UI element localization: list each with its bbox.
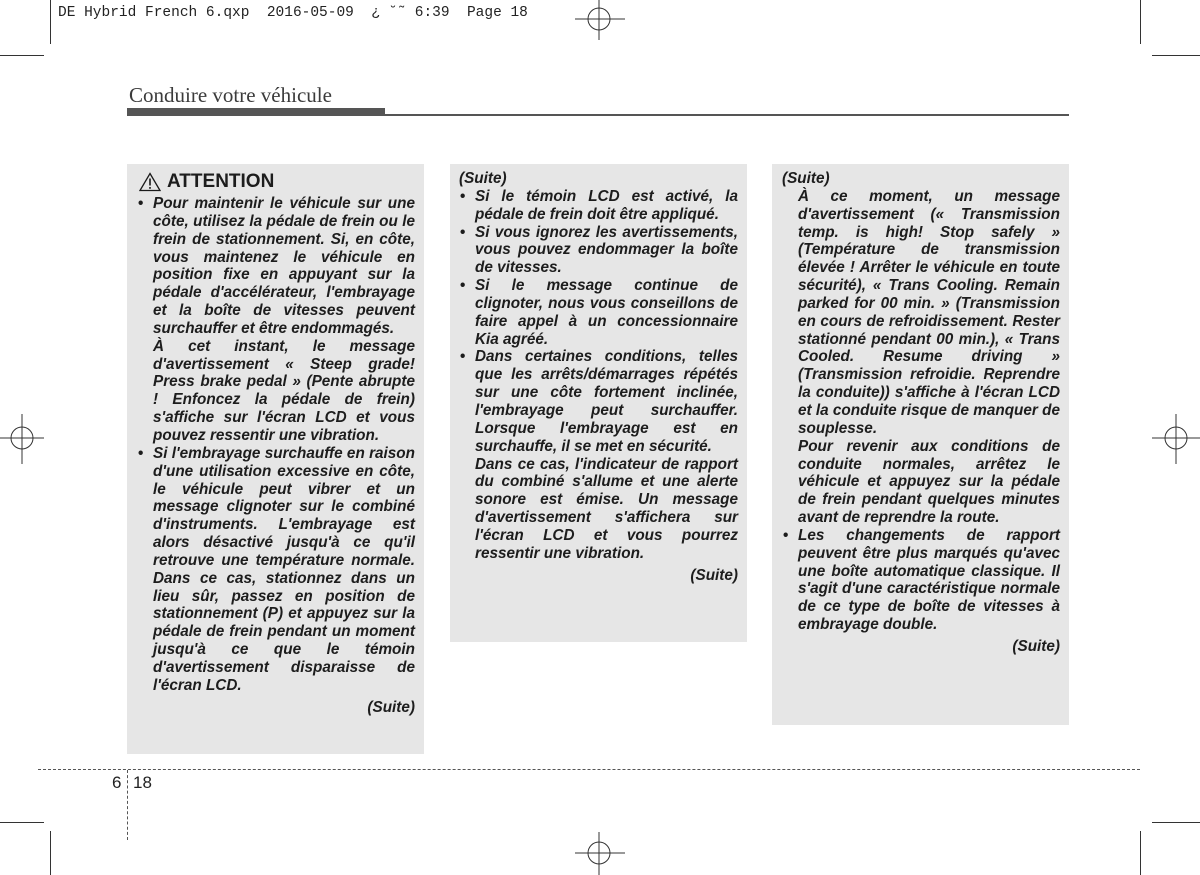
continued-panel-3 (772, 164, 1069, 725)
attention-panel (127, 164, 424, 754)
title-rule (385, 114, 1069, 116)
list-item (137, 195, 415, 445)
paragraph: • Les changements de rapport peuvent être plus marqués qu'avec une boîte automatique classique. Il s'agit d'une caractéristique normale de ce type de boîte de vitesses à embrayage double. (798, 526, 1060, 634)
page-number: 18 (133, 773, 152, 792)
crop-mark (0, 822, 44, 823)
paragraph: • Pour maintenir le véhicule sur une côte, utilisez la pédale de frein ou le frein de stationnement. Si, en côte, vous maintenez le véhicule en position fixe en appuyant sur la pédale d'accélérateur, l'embrayage et la boîte de vitesses peuvent surchauffer et être endommagés. (153, 195, 415, 337)
registration-mark-bottom (575, 832, 625, 875)
crop-mark (1152, 822, 1200, 823)
continued-label: (Suite) (690, 566, 738, 584)
continued-label: (Suite) (1012, 637, 1060, 655)
list-item (782, 527, 1060, 634)
paragraph: Pour revenir aux conditions de conduite normales, arrêtez le véhicule et appuyez sur la pédale de frein pendant quelques minutes avant de reprendre la route. (798, 437, 1060, 527)
list-item (459, 188, 738, 224)
paragraph: • Dans certaines conditions, telles que les arrêts/démarrages répétés sur une côte fortement inclinée, l'embrayage peut surchauffer. Lorsque l'embrayage est en surchauffe, il se met en sécurité. (475, 348, 738, 455)
paragraph: À ce moment, un message d'avertissement (« Transmission temp. is high! Stop safely » (Température de transmission élevée ! Arrêter le véhicule en toute sécurité), « Trans Cooling. Remain parked for 00 min. » (Transmission en cours de refroidissement. Rester stationné pendant 00 min.), « Trans Cooled. Resume driving » (Transmission refroidie. Reprendre la conduite)) s'affiche à l'écran LCD et la conduite risque de manquer de souplesse. (798, 187, 1060, 437)
list-item (459, 277, 738, 348)
paragraph: • Si l'embrayage surchauffe en raison d'une utilisation excessive en côte, le véhicule peut vibrer et un message clignoter sur le combiné d'instruments. L'embrayage est alors désactivé jusqu'à ce qu'il retrouve une température normale. Dans ce cas, stationnez dans un lieu sûr, passez en position de stationnement (P) et appuyez sur la pédale de frein pendant un moment jusqu'à ce que le témoin d'avertissement disparaisse de l'écran LCD. (153, 444, 415, 694)
section-title: Conduire votre véhicule (129, 83, 332, 107)
paragraph: • Si vous ignorez les avertissements, vous pouvez endommager la boîte de vitesses. (475, 223, 738, 277)
printer-info: DE Hybrid French 6.qxp 2016-05-09 ¿ ˘˜ 6:39 Page 18 (58, 5, 528, 21)
continued-label: (Suite) (367, 698, 415, 716)
footer-divider (127, 770, 128, 840)
chapter-number: 6 (112, 773, 122, 792)
crop-mark (1140, 0, 1141, 44)
list-item (459, 224, 738, 278)
crop-mark (0, 55, 44, 56)
paragraph: • Si le message continue de clignoter, nous vous conseillons de faire appel à un concessionnaire Kia agréé. (475, 277, 738, 348)
footer-rule (38, 769, 1140, 770)
registration-mark-top (575, 0, 625, 40)
crop-mark (1140, 831, 1141, 875)
continued-panel-2 (450, 164, 747, 642)
continued-label: (Suite) (459, 170, 507, 187)
attention-heading (137, 172, 415, 192)
list-item (137, 445, 415, 695)
crop-mark (1152, 55, 1200, 56)
registration-mark-right (1152, 414, 1200, 464)
attention-label: ATTENTION (167, 171, 275, 193)
paragraph: • Si le témoin LCD est activé, la pédale de frein doit être appliqué. (475, 187, 738, 223)
paragraph: Dans ce cas, l'indicateur de rapport du combiné s'allume et une alerte sonore est émise. Un message d'avertissement s'affichera sur l'écran LCD et vous pourrez ressentir une vibration. (475, 455, 738, 562)
continued-label: (Suite) (782, 170, 830, 187)
crop-mark (50, 0, 51, 44)
paragraph: À cet instant, le message d'avertissement « Steep grade! Press brake pedal » (Pente abrupte ! Enfoncez la pédale de frein) s'affiche sur l'écran LCD et vous pouvez ressentir une vibration. (153, 337, 415, 444)
crop-mark (50, 831, 51, 875)
title-bar (127, 108, 385, 116)
list-item (459, 348, 738, 562)
registration-mark-left (0, 414, 44, 464)
warning-triangle-icon (139, 172, 161, 192)
